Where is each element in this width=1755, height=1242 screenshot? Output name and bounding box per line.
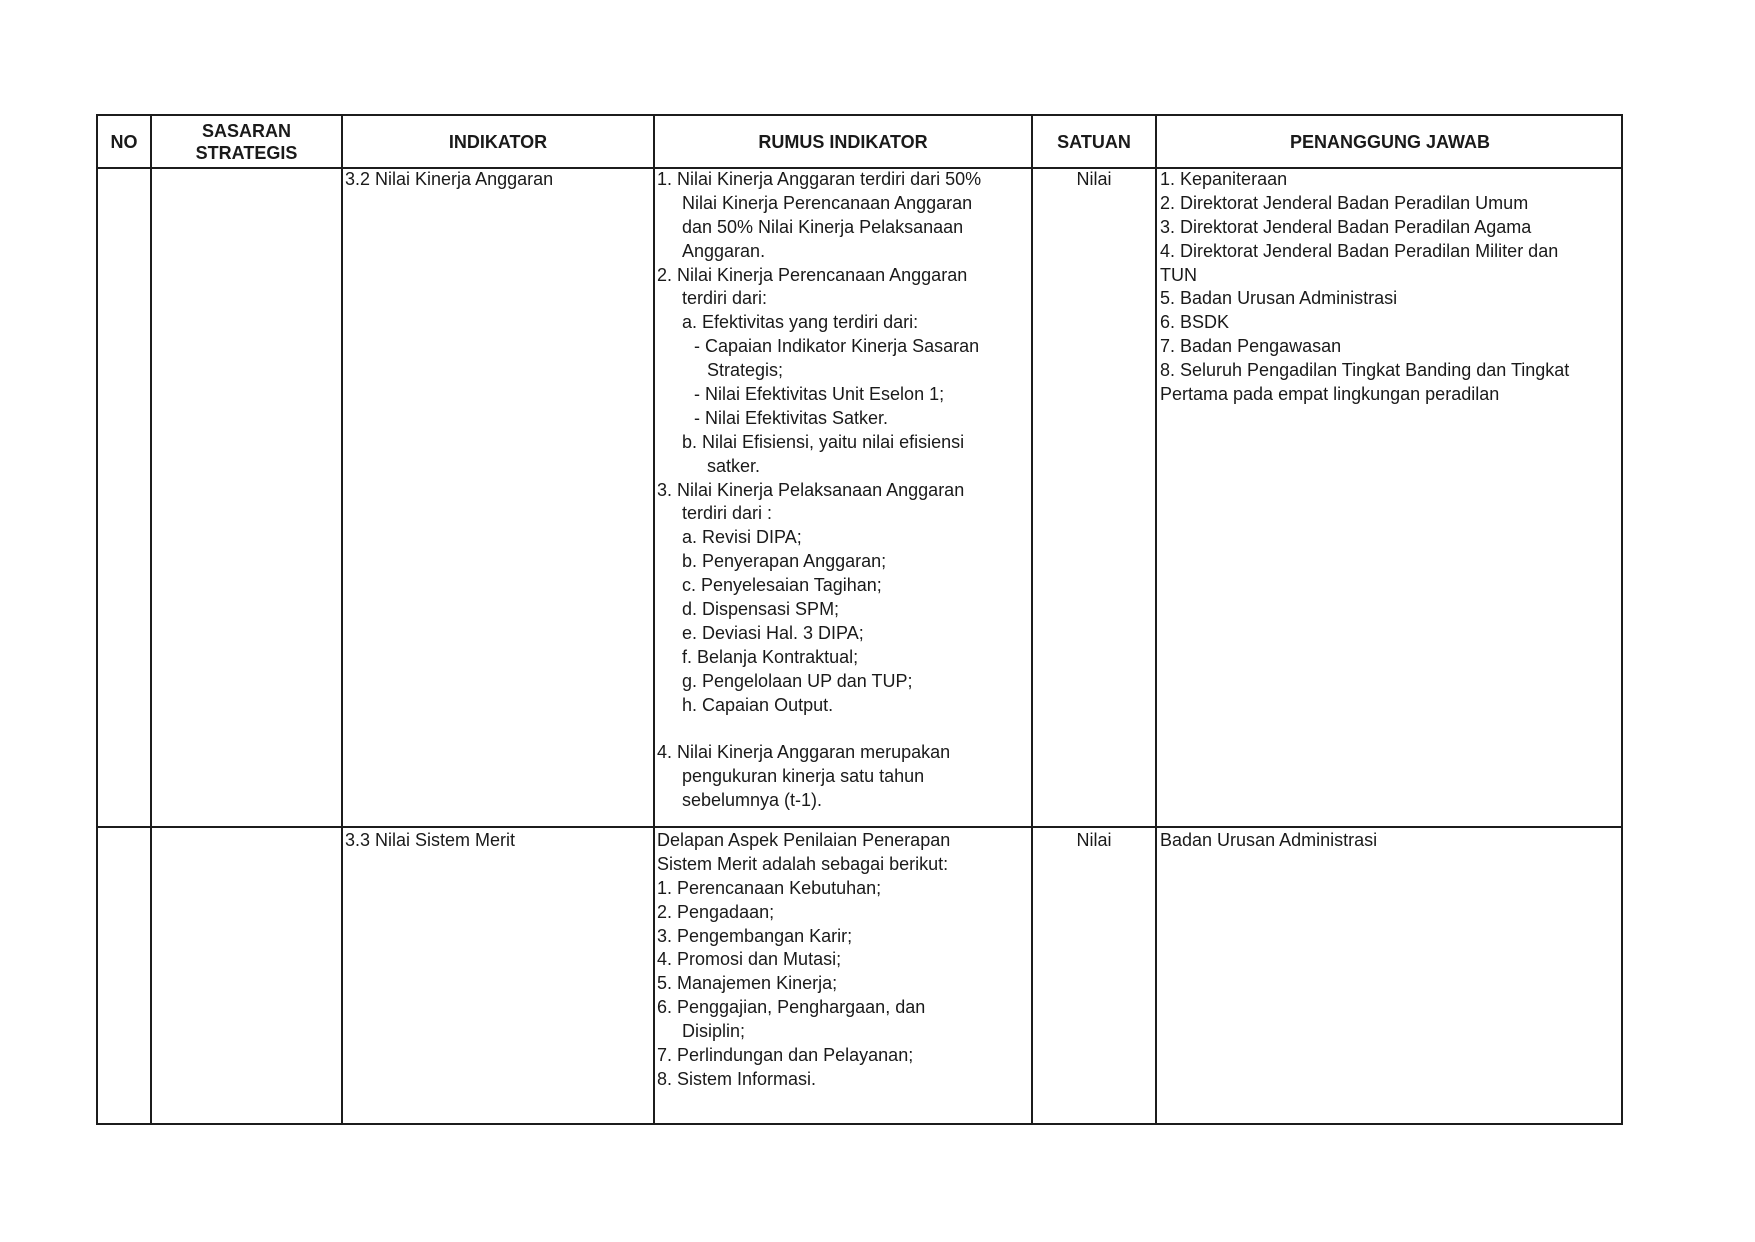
rumus-line: 2. Nilai Kinerja Perencanaan Anggaran (657, 264, 968, 285)
rumus-line: 1. Nilai Kinerja Anggaran terdiri dari 50% (657, 169, 982, 189)
rumus-line: Nilai Kinerja Perencanaan Anggaran (682, 192, 973, 213)
rumus-line: f. Belanja Kontraktual; (682, 646, 859, 667)
rumus-line: 4. Promosi dan Mutasi; (657, 949, 842, 970)
rumus-line: Disiplin; (682, 1021, 746, 1042)
rumus-line: b. Nilai Efisiensi, yaitu nilai efisiensi (682, 431, 965, 452)
rumus-line (657, 717, 981, 741)
column-divider (341, 114, 343, 1125)
cell-rumus-indikator (657, 829, 950, 1092)
cell-indikator: 3.2 Nilai Kinerja Anggaran (345, 169, 554, 189)
rumus-line: - Nilai Efektivitas Satker. (694, 407, 889, 428)
rumus-line: 3. Pengembangan Karir; (657, 925, 853, 946)
header-satuan: SATUAN (1057, 132, 1131, 152)
cell-satuan: Nilai (1076, 830, 1112, 850)
rumus-line: Delapan Aspek Penilaian Penerapan (657, 830, 951, 850)
rumus-line: - Nilai Efektivitas Unit Eselon 1; (694, 384, 945, 405)
rumus-line: c. Penyelesaian Tagihan; (682, 575, 882, 596)
penanggung-jawab-line: 5. Badan Urusan Administrasi (1160, 288, 1398, 309)
header-penanggung-jawab: PENANGGUNG JAWAB (1289, 132, 1491, 152)
rumus-line: 6. Penggajian, Penghargaan, dan (657, 997, 926, 1018)
rumus-line: Strategis; (707, 360, 784, 381)
penanggung-jawab-line: 1. Kepaniteraan (1160, 169, 1288, 189)
penanggung-jawab-line: 2. Direktorat Jenderal Badan Peradilan Umum (1160, 192, 1529, 213)
penanggung-jawab-line: 3. Direktorat Jenderal Badan Peradilan Agama (1160, 216, 1532, 237)
header-indikator: INDIKATOR (448, 132, 548, 152)
rumus-line: Sistem Merit adalah sebagai berikut: (657, 853, 949, 874)
header-no: NO (110, 132, 138, 152)
header-sasaran-line1: SASARAN (201, 121, 291, 141)
rumus-line: terdiri dari : (682, 503, 773, 524)
rumus-line: a. Revisi DIPA; (682, 527, 802, 548)
header-rumus-indikator: RUMUS INDIKATOR (758, 132, 928, 152)
rumus-line: 5. Manajemen Kinerja; (657, 973, 838, 994)
rumus-line: a. Efektivitas yang terdiri dari: (682, 312, 919, 333)
rumus-line: d. Dispensasi SPM; (682, 599, 840, 620)
rumus-line: - Capaian Indikator Kinerja Sasaran (694, 336, 980, 357)
rumus-line: b. Penyerapan Anggaran; (682, 551, 887, 572)
rumus-line: Anggaran. (682, 240, 766, 261)
row-divider (96, 826, 1623, 828)
penanggung-jawab-line: 8. Seluruh Pengadilan Tingkat Banding dan Tingkat (1160, 360, 1570, 381)
header-sasaran-line2: STRATEGIS (195, 143, 298, 163)
column-divider (150, 114, 152, 1125)
column-divider (653, 114, 655, 1125)
header-sasaran-strategis (152, 116, 341, 168)
cell-penanggung-jawab (1160, 829, 1377, 853)
cell-indikator: 3.3 Nilai Sistem Merit (345, 830, 516, 850)
penanggung-jawab-line: Badan Urusan Administrasi (1160, 830, 1378, 850)
column-divider (1031, 114, 1033, 1125)
penanggung-jawab-line: TUN (1160, 264, 1197, 285)
rumus-line: e. Deviasi Hal. 3 DIPA; (682, 622, 864, 643)
penanggung-jawab-line: Pertama pada empat lingkungan peradilan (1160, 384, 1500, 405)
rumus-line: 1. Perencanaan Kebutuhan; (657, 877, 882, 898)
cell-satuan: Nilai (1076, 169, 1112, 189)
rumus-line: 8. Sistem Informasi. (657, 1068, 817, 1089)
rumus-line: 2. Pengadaan; (657, 901, 775, 922)
column-divider (1155, 114, 1157, 1125)
rumus-line: sebelumnya (t-1). (682, 790, 823, 811)
rumus-line: terdiri dari: (682, 288, 768, 309)
rumus-line: 3. Nilai Kinerja Pelaksanaan Anggaran (657, 479, 965, 500)
rumus-line: 4. Nilai Kinerja Anggaran merupakan (657, 742, 951, 763)
rumus-line: 7. Perlindungan dan Pelayanan; (657, 1045, 914, 1066)
cell-penanggung-jawab (1160, 168, 1569, 407)
rumus-line: dan 50% Nilai Kinerja Pelaksanaan (682, 216, 964, 237)
rumus-line: g. Pengelolaan UP dan TUP; (682, 670, 913, 691)
cell-rumus-indikator (657, 168, 981, 813)
rumus-line: h. Capaian Output. (682, 694, 834, 715)
penanggung-jawab-line: 4. Direktorat Jenderal Badan Peradilan Militer dan (1160, 240, 1559, 261)
rumus-line: pengukuran kinerja satu tahun (682, 766, 925, 787)
penanggung-jawab-line: 6. BSDK (1160, 312, 1230, 333)
penanggung-jawab-line: 7. Badan Pengawasan (1160, 336, 1342, 357)
rumus-line: satker. (707, 455, 761, 476)
